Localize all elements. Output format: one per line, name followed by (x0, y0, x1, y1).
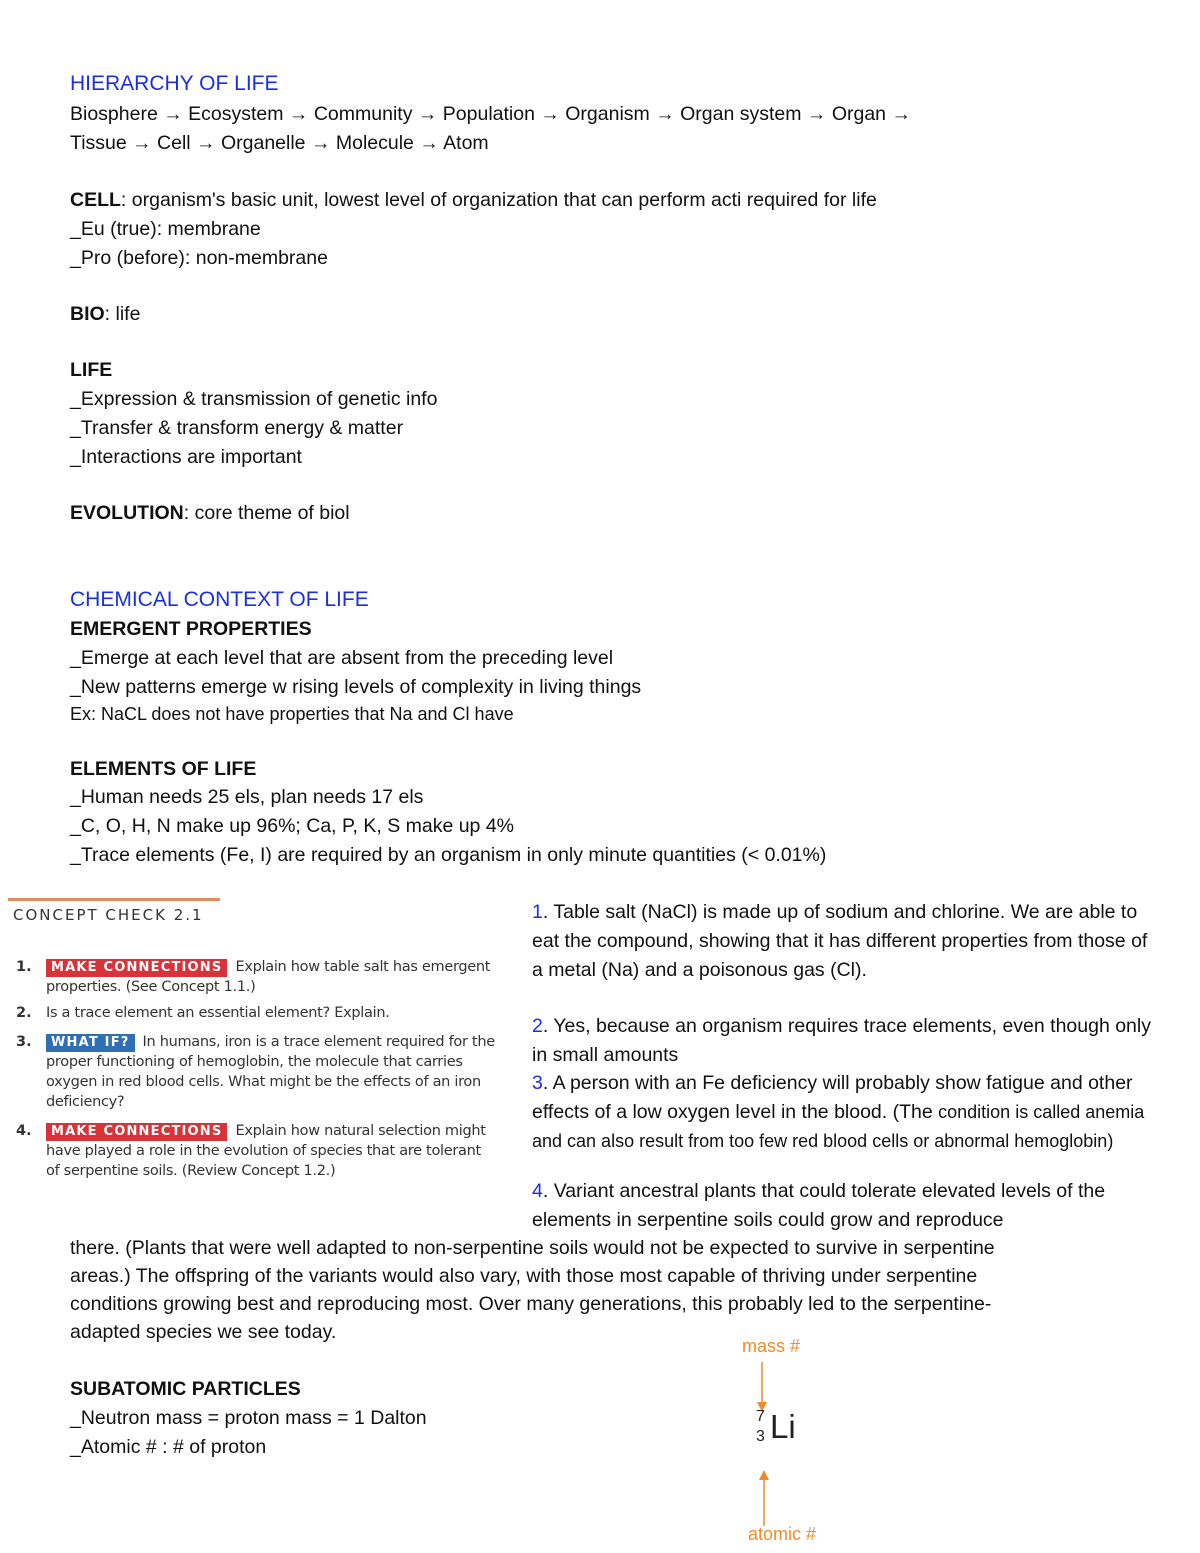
hierarchy-line-1: Biosphere → Ecosystem → Community → Population → Organism → Organ system → Organ → (70, 103, 911, 125)
cell-pro: _Pro (before): non-membrane (70, 247, 328, 269)
life-item: _Transfer & transform energy & matter (70, 417, 404, 439)
question-number: 4. (16, 1123, 32, 1139)
question-text: Explain how table salt has emergent properties. (See Concept 1.1.) (46, 959, 491, 995)
answer-text: . Yes, because an organism requires trace elements, even though only in small amounts (532, 1015, 1151, 1066)
answer-number: 2 (532, 1015, 543, 1037)
answer-4-continued: conditions growing best and reproducing most. Over many generations, this probably led to the serpentine- (70, 1293, 992, 1315)
life-item: _Interactions are important (70, 446, 302, 468)
concept-question (16, 1003, 496, 1023)
answer-3 (532, 1069, 1152, 1155)
concept-question (16, 1032, 496, 1112)
question-number: 1. (16, 959, 32, 975)
atomic-number-label: atomic # (748, 1524, 817, 1544)
down-arrow-icon (756, 1362, 768, 1412)
make-connections-tag: MAKE CONNECTIONS (46, 959, 227, 977)
question-number: 2. (16, 1005, 32, 1021)
concept-check-bar (8, 898, 220, 901)
answer-text: . A person with an Fe deficiency will probably show fatigue and other effects of a low oxygen level in the blood. (The (532, 1072, 1133, 1123)
answer-1 (532, 898, 1152, 984)
element-symbol: Li (770, 1408, 796, 1445)
chemical-heading: CHEMICAL CONTEXT OF LIFE (70, 588, 369, 611)
answer-2 (532, 1012, 1152, 1070)
elements-item: _Trace elements (Fe, I) are required by an organism in only minute quantities (< 0.01%) (70, 844, 827, 866)
answer-text: . Table salt (NaCl) is made up of sodium and chlorine. We are able to eat the compound, showing that it has different properties from those of a metal (Na) and a poisonous gas (Cl). (532, 901, 1148, 981)
bio-definition (70, 300, 140, 329)
cell-eu: _Eu (true): membrane (70, 218, 261, 240)
subatomic-item: _Atomic # : # of proton (70, 1436, 267, 1458)
evolution-definition (70, 499, 350, 528)
life-item: _Expression & transmission of genetic info (70, 388, 438, 410)
question-number: 3. (16, 1034, 32, 1050)
answer-4-continued: areas.) The offspring of the variants would also vary, with those most capable of thriving under serpentine (70, 1265, 978, 1287)
hierarchy-heading: HIERARCHY OF LIFE (70, 72, 279, 95)
elements-heading: ELEMENTS OF LIFE (70, 758, 257, 780)
evolution-term: EVOLUTION (70, 502, 184, 524)
answer-number: 1 (532, 901, 543, 923)
answer-4-continued: there. (Plants that were well adapted to non-serpentine soils would not be expected to survive in serpentine (70, 1237, 995, 1259)
evolution-text: : core theme of biol (183, 502, 350, 524)
atomic-number: 3 (756, 1428, 765, 1445)
answer-small-text: condition is called anemia and can also result from too few red blood cells or abnormal hemoglobin) (532, 1101, 1145, 1151)
answer-number: 3 (532, 1072, 543, 1094)
subatomic-item: _Neutron mass = proton mass = 1 Dalton (70, 1407, 427, 1429)
bio-term: BIO (70, 303, 105, 325)
emergent-example: Ex: NaCL does not have properties that Na and Cl have (70, 704, 514, 724)
concept-question (16, 957, 496, 997)
bio-text: : life (104, 303, 141, 325)
question-text: Explain how natural selection might have played a role in the evolution of species that are tolerant of serpentine soils. (Review Concept 1.2.) (46, 1123, 486, 1179)
mass-number-label: mass # (742, 1336, 801, 1356)
answer-4 (532, 1177, 1132, 1235)
cell-term: CELL (70, 189, 121, 211)
emergent-item: _New patterns emerge w rising levels of complexity in living things (70, 676, 642, 698)
question-text: Is a trace element an essential element? Explain. (46, 1005, 390, 1021)
hierarchy-line-2: Tissue → Cell → Organelle → Molecule → Atom (70, 132, 489, 154)
cell-definition (70, 186, 877, 215)
concept-check-image (4, 894, 500, 1184)
answer-4-continued: adapted species we see today. (70, 1321, 337, 1343)
up-arrow-icon (758, 1470, 770, 1526)
what-if-tag: WHAT IF? (46, 1034, 135, 1052)
emergent-item: _Emerge at each level that are absent from the preceding level (70, 647, 614, 669)
answer-text: . Variant ancestral plants that could tolerate elevated levels of the elements in serpentine soils could grow and reproduce (532, 1180, 1106, 1231)
elements-item: _Human needs 25 els, plan needs 17 els (70, 786, 424, 808)
subatomic-heading: SUBATOMIC PARTICLES (70, 1378, 301, 1400)
concept-question (16, 1121, 496, 1181)
mass-number: 7 (756, 1408, 765, 1425)
concept-check-title: CONCEPT CHECK 2.1 (13, 906, 204, 924)
make-connections-tag: MAKE CONNECTIONS (46, 1123, 227, 1141)
answer-number: 4 (532, 1180, 543, 1202)
life-term: LIFE (70, 359, 113, 381)
cell-text: : organism's basic unit, lowest level of organization that can perform acti required for life (120, 189, 877, 211)
elements-item: _C, O, H, N make up 96%; Ca, P, K, S make up 4% (70, 815, 515, 837)
lithium-notation-diagram (720, 1330, 860, 1552)
emergent-heading: EMERGENT PROPERTIES (70, 618, 312, 640)
question-text: In humans, iron is a trace element required for the proper functioning of hemoglobin, the molecule that carries oxygen in red blood cells. What might be the effects of an iron deficiency? (46, 1034, 495, 1110)
